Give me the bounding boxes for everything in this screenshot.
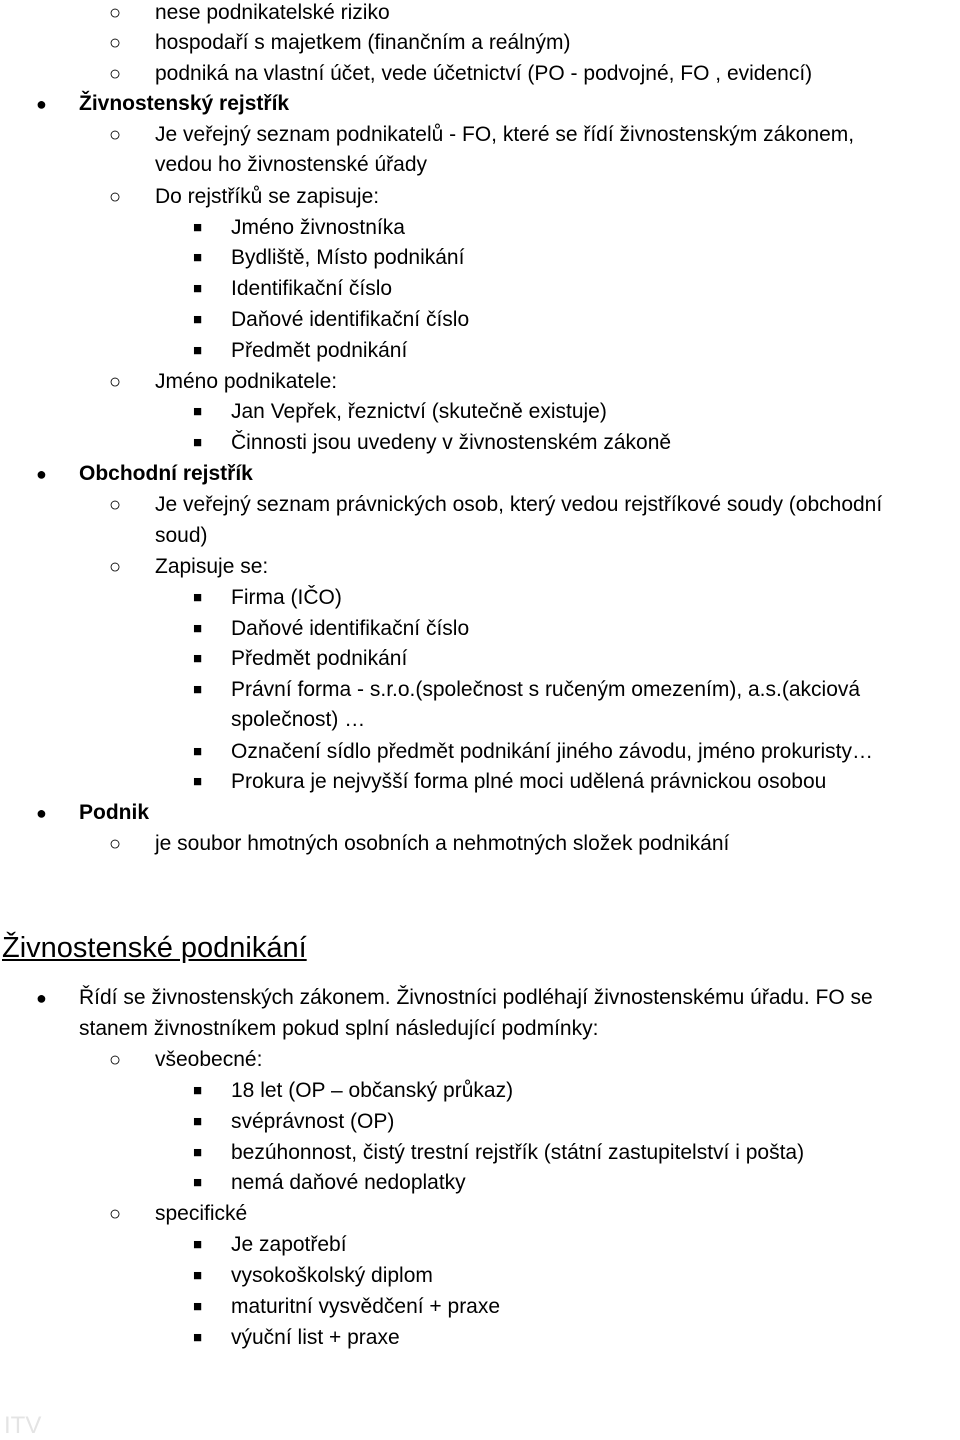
bullet-square: ■ (193, 1082, 203, 1099)
list-item: Zapisuje se: (155, 555, 269, 578)
bullet-hollow: ○ (109, 371, 122, 393)
list-item: Identifikační číslo (231, 277, 393, 300)
bullet-filled: ● (36, 988, 47, 1008)
bullet-filled: ● (36, 94, 47, 114)
bullet-square: ■ (193, 434, 203, 451)
list-item: Je zapotřebí (231, 1233, 347, 1256)
bullet-hollow: ○ (109, 1049, 122, 1071)
bullet-hollow: ○ (109, 124, 122, 146)
watermark: ITV (4, 1412, 42, 1439)
list-item-continuation: stanem živnostníkem pokud splní následující podmínky: (79, 1017, 599, 1040)
bullet-square: ■ (193, 650, 203, 667)
list-item: Firma (IČO) (231, 586, 342, 609)
list-item: vysokoškolský diplom (231, 1264, 433, 1287)
list-item: Jan Vepřek, řeznictví (skutečně existuje) (231, 400, 607, 423)
list-item: Bydliště, Místo podnikání (231, 246, 465, 269)
bullet-hollow: ○ (109, 63, 122, 85)
bullet-square: ■ (193, 342, 203, 359)
list-item: Prokura je nejvyšší forma plné moci udělená právnickou osobou (231, 770, 827, 793)
bullet-square: ■ (193, 1267, 203, 1284)
podnik-title: Podnik (79, 801, 150, 824)
list-item: Označení sídlo předmět podnikání jiného závodu, jméno prokuristy… (231, 740, 874, 763)
list-item: Předmět podnikání (231, 339, 408, 362)
list-item: Jméno živnostníka (231, 216, 405, 239)
list-item: Předmět podnikání (231, 647, 408, 670)
list-item: Právní forma - s.r.o.(společnost s ručeným omezením), a.s.(akciová (231, 678, 861, 701)
list-item: hospodaří s majetkem (finančním a reálným) (155, 31, 571, 54)
bullet-hollow: ○ (109, 186, 122, 208)
bullet-hollow: ○ (109, 2, 122, 24)
zivnostensky-rejstrik-title: Živnostenský rejstřík (79, 92, 290, 115)
list-item-continuation: společnost) … (231, 708, 366, 731)
bullet-square: ■ (193, 280, 203, 297)
list-item: nemá daňové nedoplatky (231, 1171, 466, 1194)
bullet-square: ■ (193, 773, 203, 790)
list-item: bezúhonnost, čistý trestní rejstřík (státní zastupitelství i pošta) (231, 1141, 805, 1164)
list-item: nese podnikatelské riziko (155, 1, 390, 24)
list-item: Je veřejný seznam podnikatelů - FO, které se řídí živnostenským zákonem, (155, 123, 855, 146)
bullet-hollow: ○ (109, 833, 122, 855)
list-item: specifické (155, 1202, 248, 1225)
list-item: svéprávnost (OP) (231, 1110, 395, 1133)
bullet-filled: ● (36, 464, 47, 484)
list-item: Je veřejný seznam právnických osob, který vedou rejstříkové soudy (obchodní (155, 493, 883, 516)
list-item: 18 let (OP – občanský průkaz) (231, 1079, 514, 1102)
bullet-square: ■ (193, 1236, 203, 1253)
list-item: Řídí se živnostenských zákonem. Živnostníci podléhají živnostenskému úřadu. FO se (79, 986, 873, 1009)
list-item: podniká na vlastní účet, vede účetnictví (PO - podvojné, FO , evidencí) (155, 62, 813, 85)
bullet-hollow: ○ (109, 494, 122, 516)
bullet-square: ■ (193, 249, 203, 266)
bullet-square: ■ (193, 743, 203, 760)
bullet-square: ■ (193, 589, 203, 606)
bullet-square: ■ (193, 620, 203, 637)
list-item: maturitní vysvědčení + praxe (231, 1295, 501, 1318)
list-item: výuční list + praxe (231, 1326, 400, 1349)
list-item: Jméno podnikatele: (155, 370, 338, 393)
bullet-hollow: ○ (109, 556, 122, 578)
section-heading: Živnostenské podnikání (2, 932, 307, 964)
bullet-square: ■ (193, 403, 203, 420)
list-item: Daňové identifikační číslo (231, 308, 470, 331)
list-item: Do rejstříků se zapisuje: (155, 185, 380, 208)
list-item: je soubor hmotných osobních a nehmotných složek podnikání (155, 832, 730, 855)
bullet-square: ■ (193, 1174, 203, 1191)
list-item-continuation: soud) (155, 524, 208, 547)
bullet-square: ■ (193, 311, 203, 328)
bullet-hollow: ○ (109, 1203, 122, 1225)
bullet-square: ■ (193, 219, 203, 236)
bullet-square: ■ (193, 1113, 203, 1130)
list-item: Činnosti jsou uvedeny v živnostenském zákoně (231, 431, 672, 454)
bullet-filled: ● (36, 803, 47, 823)
list-item: všeobecné: (155, 1048, 263, 1071)
bullet-square: ■ (193, 1298, 203, 1315)
bullet-hollow: ○ (109, 32, 122, 54)
list-item: Daňové identifikační číslo (231, 617, 470, 640)
bullet-square: ■ (193, 681, 203, 698)
bullet-square: ■ (193, 1144, 203, 1161)
list-item-continuation: vedou ho živnostenské úřady (155, 153, 428, 176)
bullet-square: ■ (193, 1329, 203, 1346)
obchodni-rejstrik-title: Obchodní rejstřík (79, 462, 253, 485)
